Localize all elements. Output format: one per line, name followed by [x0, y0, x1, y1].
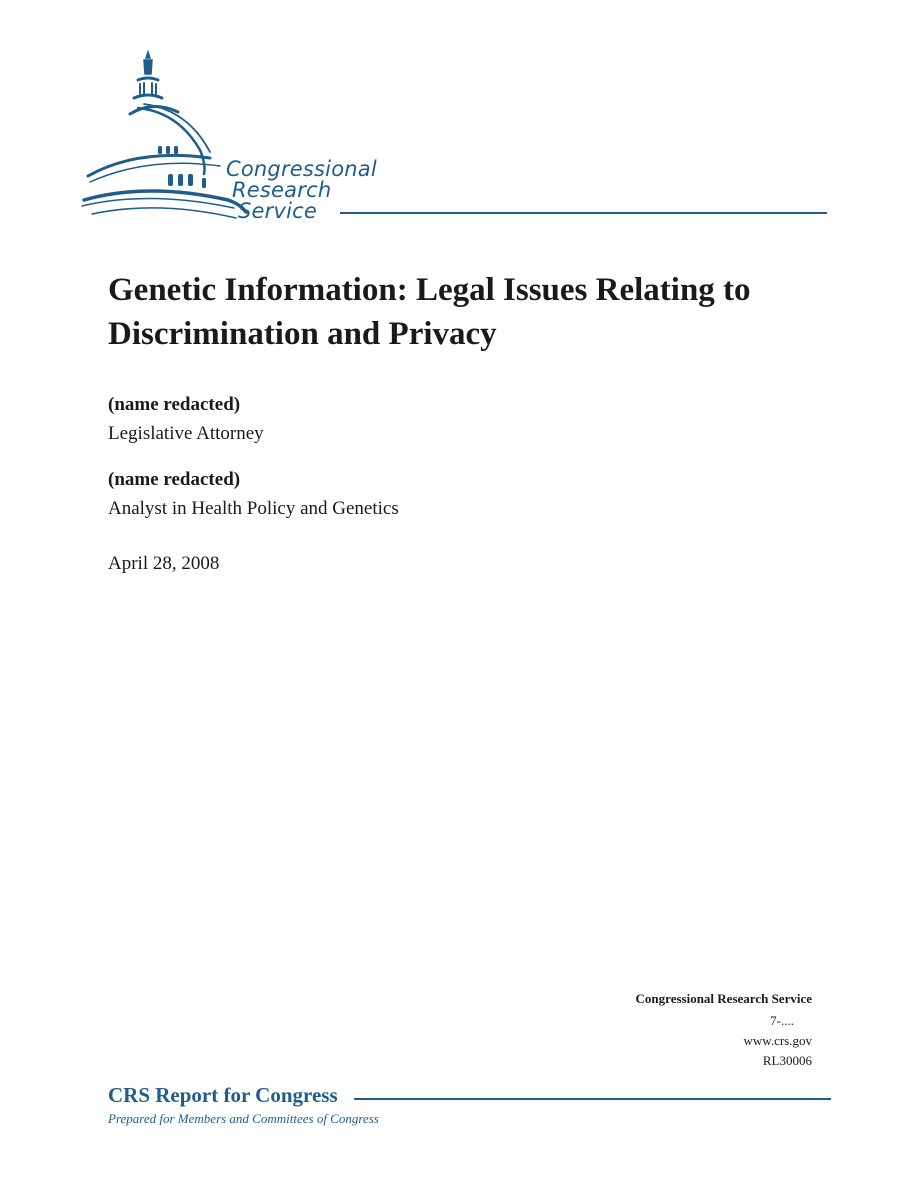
- author-name: (name redacted): [108, 469, 241, 490]
- author-role: Legislative Attorney: [108, 423, 264, 444]
- crs-contact-block: [636, 989, 812, 1071]
- author-role: Analyst in Health Policy and Genetics: [108, 498, 399, 519]
- crs-logo: [78, 50, 838, 230]
- crs-report-label: CRS Report for Congress: [108, 1083, 338, 1107]
- crs-report-tagline: Prepared for Members and Committees of Congress: [108, 1111, 379, 1126]
- author-name: (name redacted): [108, 394, 241, 415]
- footer-divider: [354, 1098, 831, 1100]
- crs-phone: 7-....: [770, 1013, 794, 1028]
- report-number: RL30006: [762, 1053, 812, 1068]
- crs-org-name: Congressional Research Service: [635, 991, 812, 1006]
- logo-word-service: Service: [238, 199, 318, 223]
- logo-word-congressional: Congressional: [226, 157, 377, 181]
- report-date: April 28, 2008: [108, 553, 220, 574]
- crs-website-link[interactable]: www.crs.gov: [743, 1033, 812, 1048]
- logo-divider: [340, 212, 827, 214]
- logo-word-research: Research: [232, 178, 332, 202]
- report-title: Genetic Information: Legal Issues Relating to Discrimination and Privacy: [108, 272, 751, 352]
